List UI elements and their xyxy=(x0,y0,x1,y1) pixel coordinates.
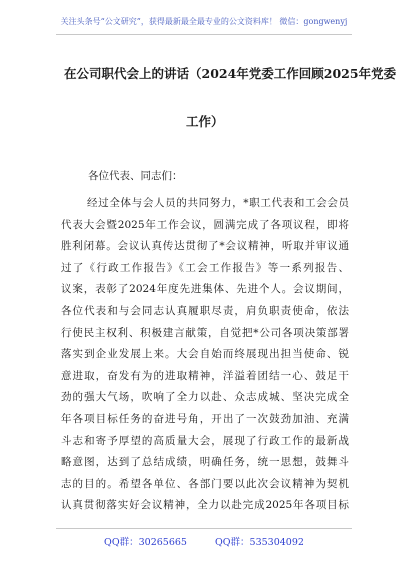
body-line: 经过全体与会人员的共同努力，*职工代表和工会会员 xyxy=(87,197,349,209)
body-text xyxy=(61,193,349,517)
body-line: 落实到企业发展上来。大会自始而终展现出担当使命、锐 xyxy=(61,348,349,361)
header-divider xyxy=(56,34,352,35)
body-line: 各位代表和与会同志认真履职尽责，肩负职责使命，依法 xyxy=(61,304,349,317)
body-line: 意进取，奋发有为的进取精神，洋溢着团结一心、鼓足干 xyxy=(61,369,349,382)
footer-qq-group-1: QQ群：30265665 xyxy=(104,537,187,548)
body-line: 认真贯彻落实好会议精神，全力以赴完成2025年各项目标 xyxy=(61,499,349,512)
footer-contact xyxy=(0,534,408,548)
footer-divider xyxy=(56,528,352,529)
document-title-line1: 在公司职代会上的讲话（2024年党委工作回顾2025年党委 xyxy=(64,66,397,81)
body-line: 年各项目标任务的奋进号角，开出了一次鼓劲加油、充满 xyxy=(61,412,349,425)
header-notice: 关注头条号“公文研究”，获得最新最全最专业的公文资料库！ 微信：gongwenyj xyxy=(60,17,348,26)
body-line: 志的目的。希望各单位、各部门要以此次会议精神为契机 xyxy=(61,477,349,490)
footer-qq-group-2: QQ群：535304092 xyxy=(214,537,304,548)
greeting: 各位代表、同志们： xyxy=(88,170,183,182)
body-line: 过了《行政工作报告》《工会工作报告》等一系列报告、 xyxy=(61,261,349,274)
body-line: 议案，表彰了2024年度先进集体、先进个人。会议期间， xyxy=(61,283,349,296)
body-line: 胜利闭幕。会议认真传达贯彻了*会议精神，听取并审议通 xyxy=(61,240,349,253)
body-line: 略意图，达到了总结成绩，明确任务，统一思想，鼓舞斗 xyxy=(61,456,349,469)
body-line: 劲的强大气场，吹响了全力以赴、众志成城、坚决完成全 xyxy=(61,391,349,404)
body-line: 代表大会暨2025年工作会议，圆满完成了各项议程，即将 xyxy=(61,218,349,231)
document-title-line2: 工作） xyxy=(186,114,224,129)
body-line: 斗志和寄予厚望的高质量大会，展现了行政工作的最新战 xyxy=(61,434,349,447)
body-line: 行使民主权利、积极建言献策，自觉把*公司各项决策部署 xyxy=(61,326,349,339)
